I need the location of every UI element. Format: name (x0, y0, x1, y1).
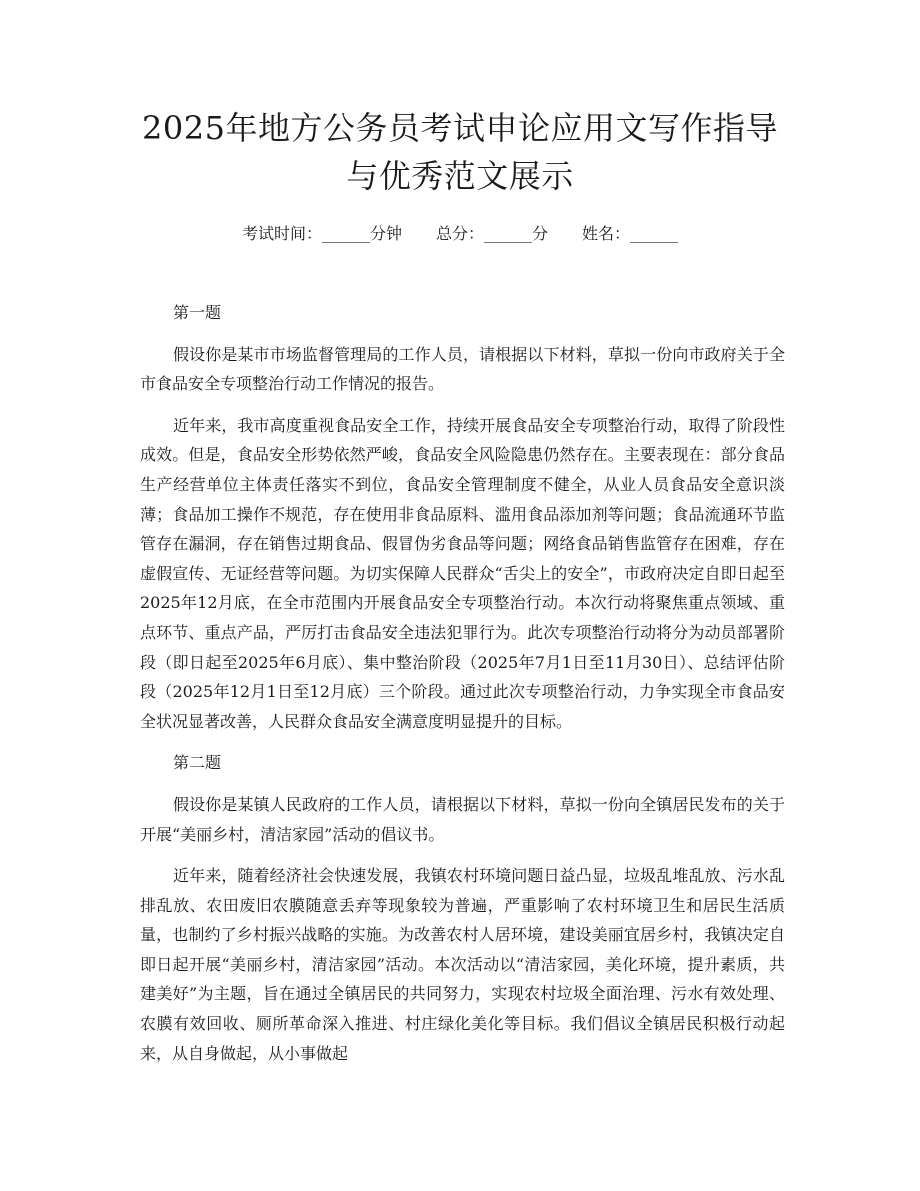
question-2-prompt: 假设你是某镇人民政府的工作人员，请根据以下材料，草拟一份向全镇居民发布的关于开展“美丽乡村，清洁家园”活动的倡议书。 (140, 794, 785, 844)
title-line-1: 2025年地方公务员考试申论应用文写作指导 (142, 109, 778, 147)
exam-info-line (0, 222, 920, 246)
question-1-prompt: 假设你是某市市场监督管理局的工作人员，请根据以下材料，草拟一份向市政府关于全市食品安全专项整治行动工作情况的报告。 (140, 344, 785, 394)
total-score-field: 总分：______分 (435, 224, 548, 243)
question-2-heading: 第二题 (173, 753, 222, 773)
document-title (110, 104, 810, 200)
exam-time-field: 考试时间：______分钟 (241, 224, 402, 243)
question-2-material: 近年来，随着经济社会快速发展，我镇农村环境问题日益凸显，垃圾乱堆乱放、污水乱排乱放、农田废旧农膜随意丢弃等现象较为普遍，严重影响了农村环境卫生和居民生活质量，也制约了乡村振兴战略的实施。为改善农村人居环境，建设美丽宜居乡村，我镇决定自即日起开展“美丽乡村，清洁家园”活动。本次活动以“清洁家园，美化环境，提升素质，共建美好”为主题，旨在通过全镇居民的共同努力，实现农村垃圾全面治理、污水有效处理、农膜有效回收、厕所革命深入推进、村庄绿化美化等目标。我们倡议全镇居民积极行动起来，从自身做起，从小事做起 (140, 866, 785, 1063)
name-field: 姓名：______ (582, 224, 679, 243)
question-1-material: 近年来，我市高度重视食品安全工作，持续开展食品安全专项整治行动，取得了阶段性成效。但是，食品安全形势依然严峻，食品安全风险隐患仍然存在。主要表现在：部分食品生产经营单位主体责任落实不到位，食品安全管理制度不健全，从业人员食品安全意识淡薄；食品加工操作不规范，存在使用非食品原料、滥用食品添加剂等问题；食品流通环节监管存在漏洞，存在销售过期食品、假冒伪劣食品等问题；网络食品销售监管存在困难，存在虚假宣传、无证经营等问题。为切实保障人民群众“舌尖上的安全”，市政府决定自即日起至2025年12月底，在全市范围内开展食品安全专项整治行动。本次行动将聚焦重点领域、重点环节、重点产品，严厉打击食品安全违法犯罪行为。此次专项整治行动将分为动员部署阶段（即日起至2025年6月底）、集中整治阶段（2025年7月1日至11月30日）、总结评估阶段（2025年12月1日至12月底）三个阶段。通过此次专项整治行动，力争实现全市食品安全状况显著改善，人民群众食品安全满意度明显提升的目标。 (140, 415, 785, 731)
question-1-heading: 第一题 (173, 303, 222, 322)
title-line-2: 与优秀范文展示 (346, 157, 574, 195)
document-body (140, 298, 785, 1080)
